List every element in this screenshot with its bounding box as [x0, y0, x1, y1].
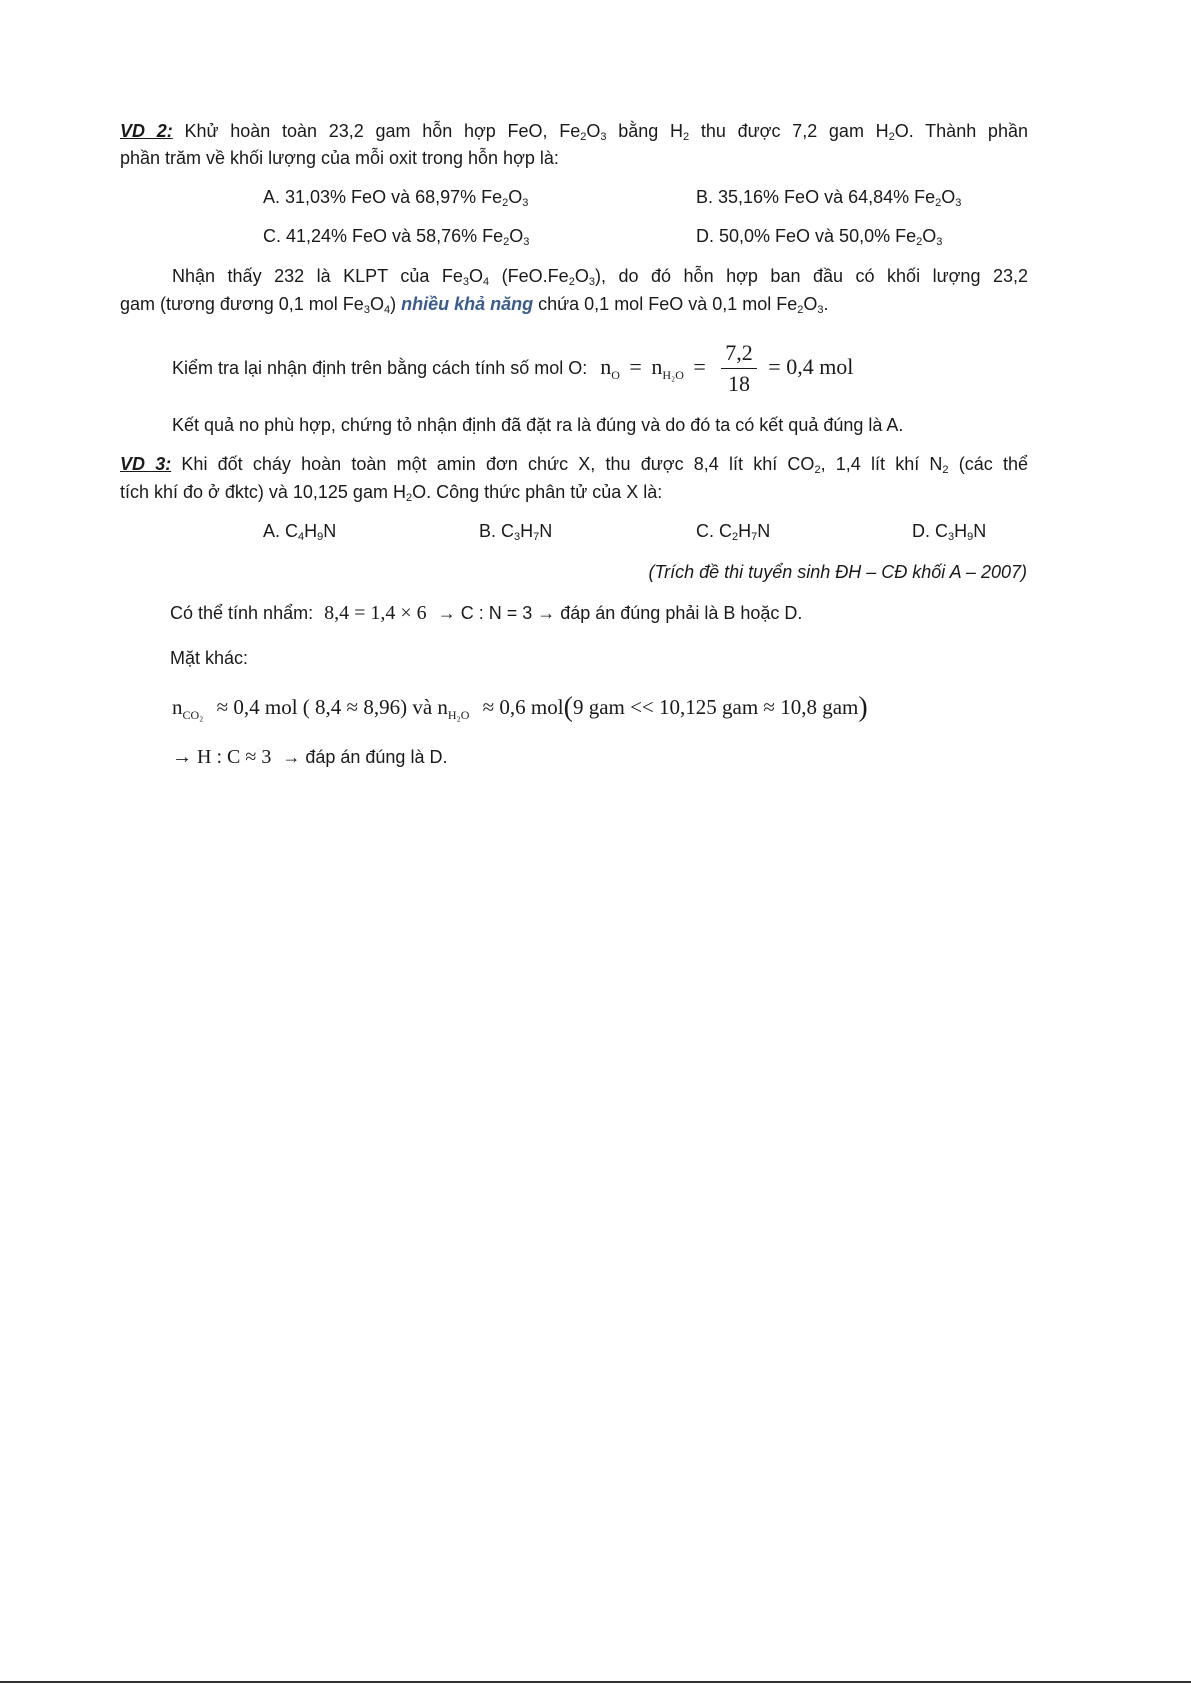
vd2-conclusion: Kết quả no phù hợp, chứng tỏ nhận định đã đặt ra là đúng và do đó ta có kết quả đúng là A.: [172, 415, 904, 435]
vd3-option-c: C. $C_2H_7N$: [696, 521, 771, 543]
vd2-option-c: C. 41,24% FeO và 58,76% $Fe_2O_3$: [263, 226, 530, 248]
vd3-question-line2: tích khí đo ở đktc) và 10,125 gam $H_2O$. Công thức phân tử của X là:: [120, 482, 663, 504]
vd3-source-note: (Trích đề thi tuyển sinh ĐH – CĐ khối A – 2007): [648, 562, 1027, 582]
vd2-explain-line1: Nhận thấy 232 là KLPT của $Fe_3O_4$ $(FeO.Fe_2O_3)$, do đó hỗn hợp ban đầu có khối lượng 23,2: [172, 266, 1028, 288]
vd2-option-a: A. 31,03% FeO và 68,97% $Fe_2O_3$: [263, 187, 529, 209]
vd3-label: VD 3:: [120, 454, 172, 474]
fraction: $\frac{7,2}{18}$: [721, 340, 757, 397]
vd3-other-label: Mặt khác:: [170, 648, 249, 668]
vd3-final-line: → H : C ≈ 3 → đáp án đúng là D.: [172, 746, 448, 768]
vd2-question-line1: VD 2: Khử hoàn toàn 23,2 gam hỗn hợp FeO, $Fe_2O_3$ bằng $H_2$ thu được 7,2 gam $H_2O$. Thành phần: [120, 121, 1028, 143]
vd2-option-b: B. 35,16% FeO và 64,84% $Fe_2O_3$: [696, 187, 962, 209]
vd3-mol-formula: $n_{CO_2} \approx 0,4$ mol ( 8,4 ≈ 8,96) và $n_{H_2O} \approx 0,6$ mol(9 gam << 10,125 gam ≈ 10,8 gam): [172, 692, 868, 723]
vd2-check-line: Kiểm tra lại nhận định trên bằng cách tính số mol O: $n_O = n_{H_2O}$ = $\frac{7,2}{18}$ = 0,4 mol: [172, 340, 854, 397]
vd3-option-d: D. $C_3H_9N$: [912, 521, 987, 543]
mol-o-formula: $n_O = n_{H_2O}$ = $\frac{7,2}{18}$ = 0,4 mol: [600, 340, 854, 397]
vd2-explain-line2: gam (tương đương 0,1 mol $Fe_3O_4$) nhiều khả năng chứa 0,1 mol FeO và 0,1 mol $Fe_2O_3$.: [120, 294, 829, 316]
vd3-option-a: A. $C_4H_9N$: [263, 521, 337, 543]
highlight-text: nhiều khả năng: [401, 294, 534, 314]
vd3-question-line1: VD 3: Khi đốt cháy hoàn toàn một amin đơn chức X, thu được 8,4 lít khí $CO_2$, 1,4 lít khí $N_2$ (các thể: [120, 454, 1028, 476]
vd2-option-d: D. 50,0% FeO và 50,0% $Fe_2O_3$: [696, 226, 943, 248]
vd3-calc-line: Có thể tính nhẩm: 8,4 = 1,4 × 6 → C : N = 3 → đáp án đúng phải là B hoặc D.: [170, 602, 803, 624]
vd2-label: VD 2:: [120, 121, 173, 141]
vd3-option-b: B. $C_3H_7N$: [479, 521, 553, 543]
page-bottom-border: [0, 1681, 1191, 1683]
vd2-question-line2: phần trăm về khối lượng của mỗi oxit trong hỗn hợp là:: [120, 148, 559, 168]
